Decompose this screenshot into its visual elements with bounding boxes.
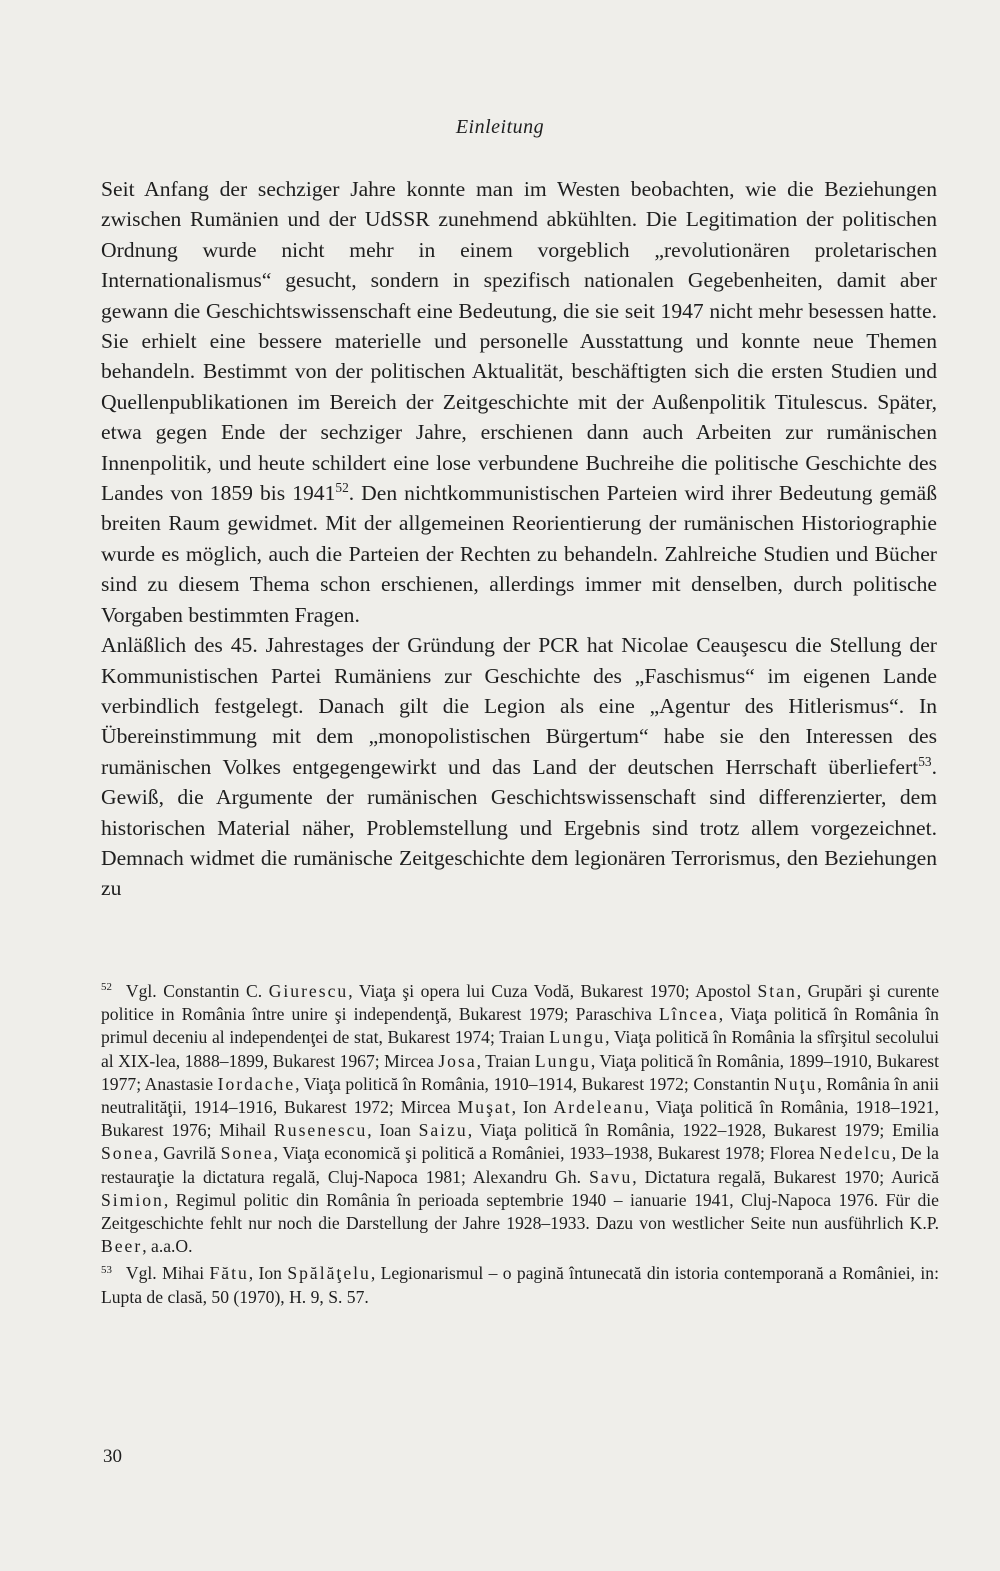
author-surname: Josa bbox=[438, 1050, 477, 1071]
author-surname: Stan bbox=[757, 981, 797, 1001]
author-surname: Beer bbox=[101, 1236, 143, 1257]
main-paragraph bbox=[101, 630, 937, 904]
author-surname: Sonea bbox=[220, 1143, 274, 1164]
text-run: , Viaţa politică în România, 1910–1914, Bukarest 1972; Constantin bbox=[295, 1073, 775, 1094]
text-run: , Traian bbox=[476, 1050, 535, 1071]
footnotes bbox=[101, 980, 939, 1313]
text-run: , Viaţa şi opera lui Cuza Vodă, Bukarest 1970; Apostol bbox=[348, 981, 758, 1001]
text-run: , Viaţa politică în România, 1899–1910, Bukarest 1977; Anastasie bbox=[101, 1050, 939, 1094]
footnote bbox=[101, 980, 939, 1258]
author-surname: Simion bbox=[101, 1189, 164, 1210]
text-run: , Ion bbox=[511, 1097, 554, 1118]
text-run: Vgl. Mihai bbox=[125, 1263, 210, 1284]
author-surname: Lungu bbox=[549, 1027, 606, 1048]
page-number: 30 bbox=[103, 1446, 122, 1467]
author-surname: Savu bbox=[589, 1166, 633, 1187]
author-surname: Muşat bbox=[457, 1097, 512, 1118]
author-surname: Lîncea bbox=[658, 1004, 719, 1025]
text-run: , a.a.O. bbox=[142, 1236, 193, 1257]
author-surname: Giurescu bbox=[268, 981, 349, 1001]
text-run: . Gewiß, die Argumente der rumänischen Geschichtswissenschaft sind differenzierter, dem historischen Material näher, Problemstellung und Ergebnis sind trotz allem vorgezeichnet. Demnach widmet die rumänische Zeitgeschichte dem legionären Terrorismus, den Beziehungen zu bbox=[101, 754, 937, 901]
text-run: , Legionarismul – o pagină întunecată din istoria contemporană a României, in: Lupta de clasă, 50 (1970), H. 9, S. 57. bbox=[101, 1263, 939, 1307]
text-run: , Grupări şi curente politice in România între unire şi independenţă, Bukarest 1979; Paraschiva bbox=[101, 981, 940, 1025]
text-run: , Viaţa politică în România la sfîrşitul secolului al XIX-lea, 1888–1899, Bukarest 1967; Mircea bbox=[101, 1027, 940, 1071]
text-run: , Viaţa politică în România, 1922–1928, Bukarest 1979; Emilia bbox=[467, 1120, 939, 1141]
author-surname: Spălăţelu bbox=[287, 1263, 371, 1284]
text-run: , Gavrilă bbox=[154, 1143, 221, 1164]
text-run: , De la restauraţie la dictatura regală, Cluj-Napoca 1981; Alexandru Gh. bbox=[101, 1143, 939, 1187]
author-surname: Ardeleanu bbox=[553, 1097, 645, 1118]
running-head: Einleitung bbox=[455, 116, 545, 138]
main-text bbox=[101, 174, 937, 904]
text-run: , Viaţa politică în România, 1918–1921, Bukarest 1976; Mihail bbox=[101, 1097, 939, 1141]
text-run: , România în anii neutralităţii, 1914–1916, Bukarest 1972; Mircea bbox=[101, 1073, 939, 1118]
text-run: Seit Anfang der sechziger Jahre konnte man im Westen beobachten, wie die Beziehungen zwischen Rumänien und der UdSSR zunehmend abkühlten. Die Legitimation der politischen Ordnung wurde nicht mehr in einem vorgeblich „revolutionären proletarischen Internationalismus“ gesucht, sondern in spezifisch nationalen Gegebenheiten, damit aber gewann die Geschichtswissenschaft eine Bedeutung, die sie seit 1947 nicht mehr besessen hatte. Sie erhielt eine bessere materielle und personelle Ausstattung und konnte neue Themen behandeln. Bestimmt von der politischen Aktualität, beschäftigten sich die ersten Studien und Quellenpublikationen im Bereich der Zeitgeschichte mit der Außenpolitik Titulescus. Später, etwa gegen Ende der sechziger Jahre, erschienen dann auch Arbeiten zur rumänischen Innenpolitik, und heute schildert eine lose verbundene Buchreihe die politische Geschichte des Landes von 1859 bis 1941 bbox=[101, 177, 937, 506]
author-surname: Iordache bbox=[217, 1073, 296, 1094]
author-surname: Lungu bbox=[534, 1050, 591, 1071]
footnote-number: 52 bbox=[101, 981, 112, 994]
author-surname: Fătu bbox=[209, 1263, 249, 1284]
author-surname: Nedelcu bbox=[819, 1143, 892, 1164]
footnote-reference: 53 bbox=[918, 753, 932, 769]
footnote-number: 53 bbox=[101, 1263, 112, 1276]
text-run: . Den nichtkommunistischen Parteien wird ihrer Bedeutung gemäß breiten Raum gewidmet. Mit der allgemeinen Reorientierung der rumänischen Historiographie wurde es möglich, auch die Parteien der Rechten zu behandeln. Zahlreiche Studien und Bücher sind zu diesem Thema schon erschienen, allerdings immer mit denselben, durch politische Vorgaben bestimmten Fragen. bbox=[101, 481, 937, 627]
footnote bbox=[101, 1262, 939, 1308]
text-run: , Dictatura regală, Bukarest 1970; Aurică bbox=[632, 1166, 939, 1187]
text-run: , Viaţa politică în România în primul deceniu al independenţei de stat, Bukarest 1974; Traian bbox=[101, 1004, 939, 1048]
text-run: Vgl. Constantin C. bbox=[125, 981, 269, 1001]
author-surname: Rusenescu bbox=[274, 1120, 368, 1141]
author-surname: Nuţu bbox=[774, 1073, 818, 1094]
author-surname: Saizu bbox=[418, 1120, 468, 1141]
text-run: , Regimul politic din România în perioada septembrie 1940 – ianuarie 1941, Cluj-Napoca 1976. Für die Zeitgeschichte fehlt nur noch die Darstellung der Jahre 1928–1933. Dazu von westlicher Seite nun ausführlich K.P. bbox=[101, 1189, 939, 1234]
text-run: , Ioan bbox=[367, 1120, 419, 1141]
text-run: , Viaţa economică şi politică a României, 1933–1938, Bukarest 1978; Florea bbox=[273, 1143, 820, 1164]
footnote-reference: 52 bbox=[335, 479, 349, 495]
text-run: Anläßlich des 45. Jahrestages der Gründung der PCR hat Nicolae Ceauşescu die Stellung der Kommunistischen Partei Rumäniens zur Geschichte des „Faschismus“ im eigenen Lande verbindlich festgelegt. Danach gilt die Legion als eine „Agentur des Hitlerismus“. In Übereinstimmung mit dem „monopolistischen Bürgertum“ habe sie den Interessen des rumänischen Volkes entgegengewirkt und das Land der deutschen Herrschaft überliefert bbox=[101, 633, 937, 779]
author-surname: Sonea bbox=[101, 1143, 154, 1164]
main-paragraph bbox=[101, 174, 937, 630]
text-run: , Ion bbox=[248, 1263, 288, 1284]
